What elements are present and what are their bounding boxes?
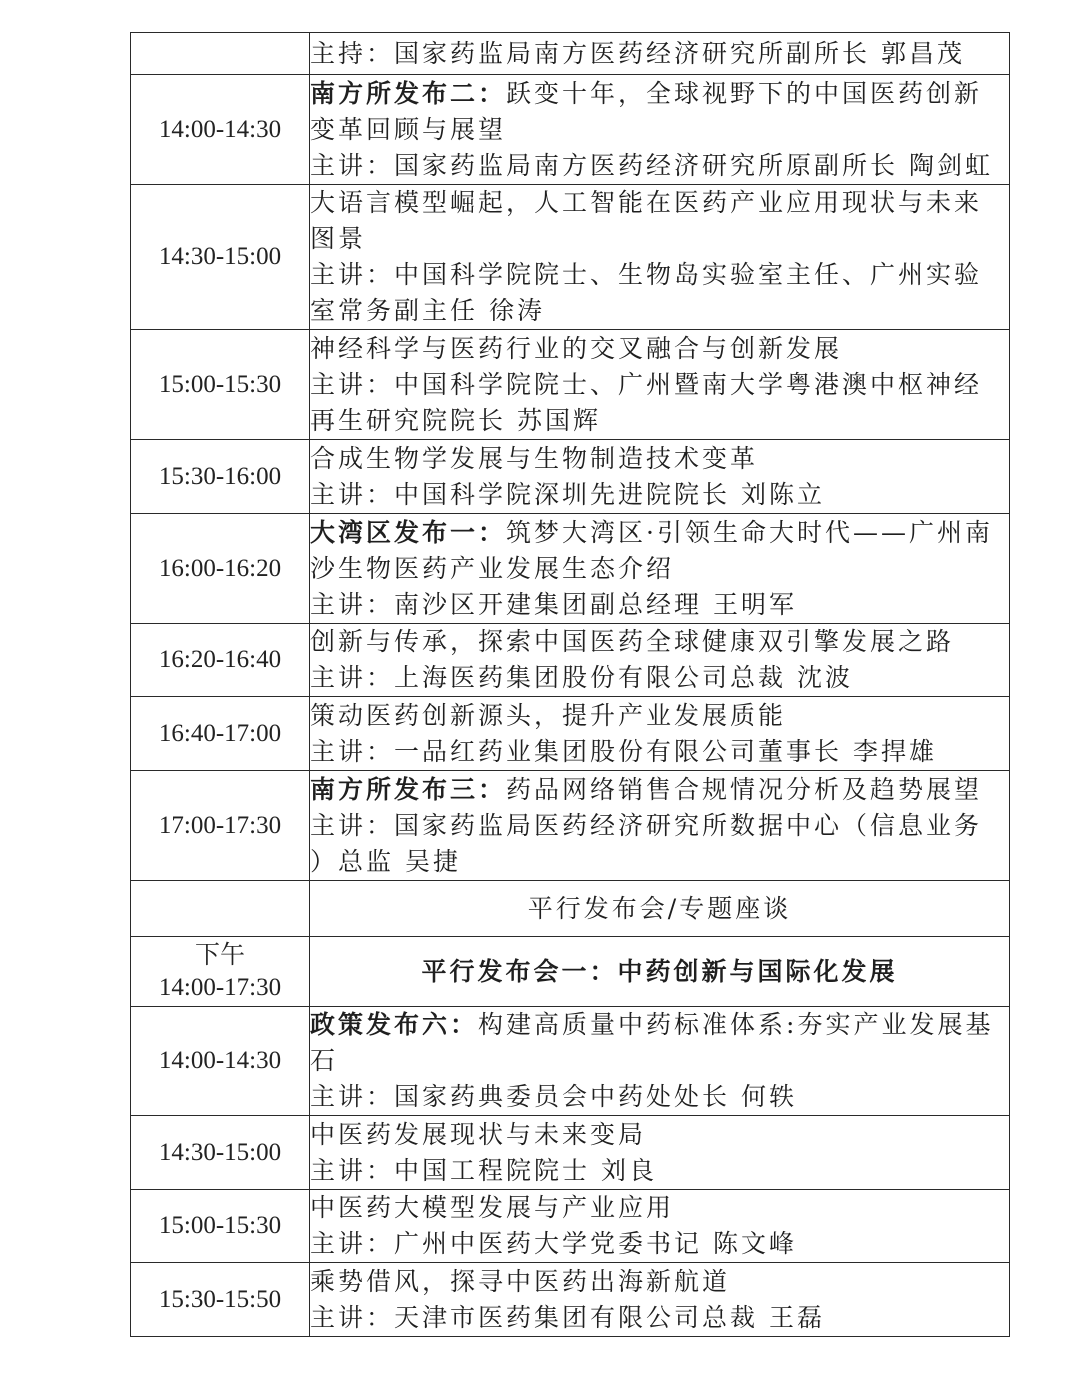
session-title: 中医药发展现状与未来变局 [310, 1119, 647, 1149]
table-row [131, 514, 1010, 624]
table-row [131, 1263, 1010, 1337]
speaker-text-cont: 再生研究院院长 苏国辉 [310, 405, 601, 435]
table-row [131, 330, 1010, 440]
time-period-label: 下午 [194, 941, 245, 969]
host-text: 主持：国家药监局南方医药经济研究所副所长 郭昌茂 [310, 38, 965, 68]
session-title-cont: 石 [310, 1046, 339, 1075]
time-cell: 16:40-17:00 [131, 697, 310, 771]
session-cell [310, 937, 1010, 1007]
content-cell [310, 697, 1010, 771]
time-cell [131, 33, 310, 75]
speaker-text: 主讲：中国科学院院士、生物岛实验室主任、广州实验 [310, 260, 983, 289]
session-title: 南方所发布三：药品网络销售合规情况分析及趋势展望 [310, 774, 983, 804]
session-title: 大湾区发布一：筑梦大湾区·引领生命大时代——广州南 [310, 517, 993, 547]
table-row [131, 624, 1010, 697]
table-row [131, 440, 1010, 514]
table-row [131, 881, 1010, 937]
time-cell: 15:00-15:30 [131, 330, 310, 440]
session-title: 策动医药创新源头，提升产业发展质能 [310, 700, 787, 730]
time-cell: 14:00-14:30 [131, 75, 310, 185]
session-title-cont: 图景 [310, 224, 367, 253]
speaker-text-cont: 室常务副主任 徐涛 [310, 296, 545, 325]
session-title: 合成生物学发展与生物制造技术变革 [310, 443, 759, 473]
session-heading: 平行发布会一：中药创新与国际化发展 [421, 956, 898, 986]
time-cell: 17:00-17:30 [131, 771, 310, 881]
time-cell: 15:30-15:50 [131, 1263, 310, 1337]
release-prefix: 大湾区发布一： [310, 517, 507, 547]
session-title: 南方所发布二：跃变十年，全球视野下的中国医药创新 [310, 78, 983, 108]
time-cell: 15:30-16:00 [131, 440, 310, 514]
table-row [131, 33, 1010, 75]
session-title: 神经科学与医药行业的交叉融合与创新发展 [310, 333, 843, 363]
table-row [131, 1190, 1010, 1263]
content-cell [310, 514, 1010, 624]
speaker-text: 主讲：国家药监局南方医药经济研究所原副所长 陶剑虹 [310, 150, 993, 180]
speaker-text: 主讲：中国科学院院士、广州暨南大学粤港澳中枢神经 [310, 369, 983, 399]
release-prefix: 政策发布六： [310, 1010, 479, 1039]
agenda-table [130, 32, 1010, 1337]
content-cell [310, 771, 1010, 881]
content-cell [310, 1190, 1010, 1263]
speaker-text: 主讲：中国工程院院士 刘良 [310, 1155, 657, 1185]
session-title-cont: 沙生物医药产业发展生态介绍 [310, 553, 675, 583]
session-title: 大语言模型崛起，人工智能在医药产业应用现状与未来 [310, 188, 983, 217]
time-cell: 14:30-15:00 [131, 185, 310, 330]
content-cell [310, 440, 1010, 514]
speaker-text: 主讲：南沙区开建集团副总经理 王明军 [310, 589, 797, 619]
section-title: 平行发布会/专题座谈 [527, 893, 792, 923]
session-title-cont: 变革回顾与展望 [310, 114, 507, 144]
session-title: 政策发布六：构建高质量中药标准体系:夯实产业发展基 [310, 1010, 994, 1039]
table-row [131, 697, 1010, 771]
session-title: 中医药大模型发展与产业应用 [310, 1193, 675, 1222]
release-prefix: 南方所发布三： [310, 774, 507, 804]
speaker-text: 主讲：国家药监局医药经济研究所数据中心（信息业务 [310, 810, 983, 840]
time-cell: 16:00-16:20 [131, 514, 310, 624]
table-row [131, 1116, 1010, 1190]
time-cell: 14:30-15:00 [131, 1116, 310, 1190]
content-cell [310, 624, 1010, 697]
time-range: 14:00-17:30 [158, 973, 282, 1001]
speaker-text: 主讲：一品红药业集团股份有限公司董事长 李捍雄 [310, 736, 937, 766]
speaker-text-cont: ）总监 吴捷 [310, 846, 461, 876]
content-cell [310, 75, 1010, 185]
session-title: 乘势借风，探寻中医药出海新航道 [310, 1266, 731, 1296]
content-cell [310, 330, 1010, 440]
content-cell [310, 1116, 1010, 1190]
time-cell: 14:00-14:30 [131, 1007, 310, 1116]
release-prefix: 南方所发布二： [310, 78, 507, 108]
speaker-text: 主讲：天津市医药集团有限公司总裁 王磊 [310, 1302, 825, 1332]
content-cell [310, 1007, 1010, 1116]
speaker-text: 主讲：国家药典委员会中药处处长 何轶 [310, 1082, 797, 1111]
table-row [131, 75, 1010, 185]
host-cell [310, 33, 1010, 75]
session-title: 创新与传承，探索中国医药全球健康双引擎发展之路 [310, 627, 955, 656]
agenda-sheet [130, 32, 1010, 1337]
content-cell [310, 1263, 1010, 1337]
speaker-text: 主讲：广州中医药大学党委书记 陈文峰 [310, 1229, 797, 1258]
time-cell [131, 881, 310, 937]
time-cell: 15:00-15:30 [131, 1190, 310, 1263]
speaker-text: 主讲：上海医药集团股份有限公司总裁 沈波 [310, 663, 853, 692]
table-row [131, 1007, 1010, 1116]
table-row [131, 937, 1010, 1007]
table-row [131, 185, 1010, 330]
time-cell [131, 937, 310, 1007]
content-cell [310, 185, 1010, 330]
section-cell [310, 881, 1010, 937]
table-row [131, 771, 1010, 881]
time-cell: 16:20-16:40 [131, 624, 310, 697]
speaker-text: 主讲：中国科学院深圳先进院院长 刘陈立 [310, 479, 825, 509]
